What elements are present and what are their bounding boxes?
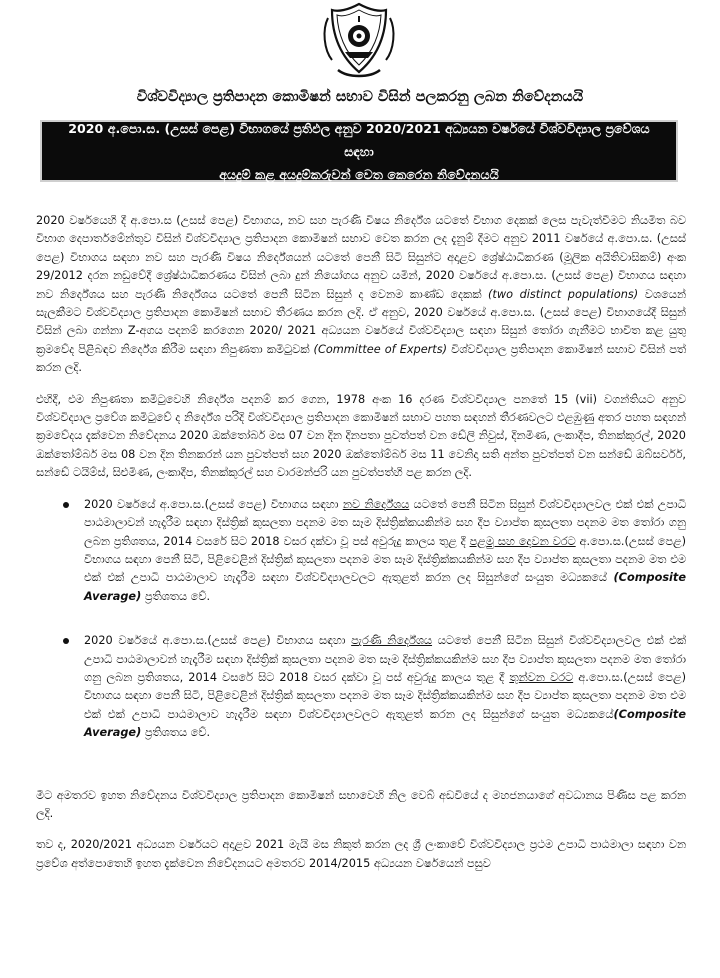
english-term-populations: (two distinct populations) xyxy=(488,287,639,301)
university-crest-logo xyxy=(318,0,400,80)
list-item xyxy=(36,632,686,742)
spacer xyxy=(36,769,686,787)
bullet-2-text-b: යටතේ පෙනී සිටින සිසුන් විශ්වවිද්‍යාලවල එක් එක් උපාධි පාඨමාලාවන් හැදෑරීම සඳහා දිස්ත්‍රික් කුසලතා පදනම මත සෑම දිස්ත්‍රික්කයකින්ම සහ දීප ව්‍යාප්ත කුසලතා පදනම මත තෝරා ගනු ලබන ප්‍රතිශතය, 2014 වසරේ සිට 2018 වසර දක්වා වූ පස් අවුරුදු කාලය තුළ දී xyxy=(84,634,686,684)
bullet-1-text-d: ප්‍රතිශතය වේ. xyxy=(141,589,211,603)
bullet-2-text-a: 2020 වර්ෂයේ අ.පො.ස.(උසස් පෙළ) විභාගය සඳහා xyxy=(84,634,352,648)
bullet-1-text-b: යටතේ පෙනී සිටින සිසුන් විශ්වවිද්‍යාලවල එක් එක් උපාධි පාඨමාලාවන් හැදෑරීම සඳහා දිස්ත්‍රික් කුසලතා පදනම මත සෑම දිස්ත්‍රික්කයකින්ම සහ දීප ව්‍යාප්ත කුසලතා පදනම මත තෝරා ගනු ලබන ප්‍රතිශතය, 2014 වසරේ සිට 2018 වසර දක්වා වූ පස් අවුරුදු කාලය තුළ දී xyxy=(84,497,687,548)
bullet-2-english-term: (Composite Average) xyxy=(84,707,686,740)
list-item xyxy=(36,496,686,606)
bullet-2-text-c: අ.පො.ස.(උසස් පෙළ) විභාගය සඳහා පෙනී සිටි, පිළිවෙළින් දිස්ත්‍රික් කුසලතා පදනම මත සෑම දිස්ත්‍රික්කයකින්ම සහ දීප ව්‍යාප්ත කුසලතා පදනම මත එම එක් එක් උපාධි පාඨමාලාව හැදෑරීම සඳහා විශ්වවිද්‍යාලවලට ඇතුළත් කරන ලද සිසුන්ගේ සංයුත මධ්‍යකයේ xyxy=(84,670,686,721)
banner-line-2: අයදුම් කළ අයදුම්කරුවන් වෙත කෙරෙන නිවේදනයයි xyxy=(219,166,499,182)
bullet-1-text-c: අ.පො.ස.(උසස් පෙළ) විභාගය සඳහා පෙනී සිටි, පිළිවෙළින් දිස්ත්‍රික් කුසලතා පදනම මත සෑම දිස්ත්‍රික්කයකින්ම සහ දීප ව්‍යාප්ත කුසලතා පදනම මත එම එක් එක් උපාධි පාඨමාලාව හැදෑරීම සඳහා විශ්වවිද්‍යාලවලට ඇතුළත් කරන ලද සිසුන්ගේ සංයුත මධ්‍යකයේ xyxy=(84,534,686,585)
page-title: විශ්වවිද්‍යාල ප්‍රතිපාදන කොමිෂන් සභාව විසින් පලකරනු ලබන නිවේදනයයි xyxy=(136,89,584,105)
bullet-icon xyxy=(63,502,69,508)
notice-banner xyxy=(40,120,678,182)
bullet-1-underlined-new-syllabus: නව නිර්දේශය xyxy=(342,497,410,511)
bullet-2-underlined-old-syllabus: පැරණි නිර්දේශය xyxy=(351,634,433,648)
paragraph-2: එහිදී, එම නිපුණතා කමිටුවෙහි නිර්දේශ පදනම් කර ගෙන, 1978 අංක 16 දරණ විශ්වවිද්‍යාල පනතේ 15 (vii) වගන්තියට අනුව විශ්වවිද්‍යාල ප්‍රවේශ කමිටුවේ ද නිර්දේශ පරිදි විශ්වවිද්‍යාල ප්‍රතිපාදන කොමිෂන් සභාව පහත සඳහන් තීරණවලට එළඹුණු අතර පහත සඳහන් ක්‍රමවේදය දැක්වෙන නිවේදනය 2020 ඔක්තෝබර් මස 07 වන දින දිනපතා පුවත්පත් වන ඩේලි නිවුස්, දිනමිණ, ලංකාදීප, තිනක්කුරල්, 2020 ඔක්තෝම්බර් මස 08 වන දින තිනකරන් යන පුවත්පත් සහ 2020 ඔක්තෝම්බර් මස 11 වෙනිදා සති අන්ත පුවත්පත් වන සන්ඩේ ඔබ්සර්වර්, සන්ඩේ ටයිම්ස්, සිළුමිණ, ලංකාදීප, තිනක්කුරල් සහ වාරමන්ජරි යන පුවත්පත්හි පළ කරන ලදි. xyxy=(36,392,686,480)
paragraph-3: මීට අමතරව ඉහත නිවේදනය විශ්වවිද්‍යාල ප්‍රතිපාදන කොමිෂන් සභාවෙහි නිල වෙබ් අඩවියේ ද මහජනයාගේ අවධානය පිණිස පළ කරන ලදි. xyxy=(36,788,686,820)
bullet-1-underlined-attempts: පළමු සහ දෙවන වරට xyxy=(469,534,576,548)
bullet-2-underlined-attempt: තුන්වන වරට xyxy=(509,670,574,684)
notice-body xyxy=(36,212,686,886)
criteria-list xyxy=(36,496,686,743)
banner-line-1: 2020 අ.පො.ස. (උසස් පෙළ) විභාගයේ ප්‍රතිඵල අනුව 2020/2021 අධ්‍යයන වර්ෂයේ විශ්වවිද්‍යාල ප්‍රවේශය සඳහා xyxy=(68,120,650,159)
paragraph-1-text-a: 2020 වර්ෂයෙහි දී අ.පො.ස (උසස් පෙළ) විභාගය, නව සහ පැරණි විෂය නිර්දේශ යටතේ විභාග දෙකක් ලෙස පැවැත්වීමට නියමිත බව විභාග දෙපාර්තමේන්තුව විසින් විශ්වවිද්‍යාල ප්‍රතිපාදන කොමිෂන් සභාව වෙත කරන ලද දැනුම් දීමට අනුව 2011 වර්ෂයේ අ.පො.ස. (උසස් පෙළ) විභාගය සඳහා නව සහ පැරණි විෂය නිර්දේශයන් යටතේ පෙනී සිටි සිසුන්ට අදාළව ශ්‍රේෂ්ඨාධිකරණ (මූලික අයිතිවාසිකම්) අංක 29/2012 දරන නඩුවේදී ශ්‍රේෂ්ඨාධිකරණය විසින් ලබා දුන් නියෝගය අනුව යමින්, 2020 වර්ෂයේ අ.පො.ස. (උසස් පෙළ) විභාගය සඳහා නව නිර්දේශය සහ පැරණි නිර්දේශය යටතේ පෙනී සිටින සිසුන් ද වෙනම කාණ්ඩ දෙකක් xyxy=(36,214,686,301)
paragraph-1-text-b: වශයෙන් සැලකීමට විශ්වවිද්‍යාල ප්‍රතිපාදන කොමිෂන් සභාව තීරණය කරන ලදි. ඒ අනුව, 2020 වර්ෂයේ අ.පො.ස. (උසස් පෙළ) විභාගයේදී සිසුන් විසින් ලබා ගන්නා Z-අගය පදනම් කරගෙන 2020/ 2021 අධ්‍යයන වර්ෂයේ විශ්වවිද්‍යාල සඳහා සිසුන් තෝරා ගැනීමට භාවිත කළ යුතු ක්‍රමවේද පිළිබඳව නිර්දේශ කිරීම සඳහා නිපුණතා කමිටුවක් xyxy=(36,287,686,356)
bullet-1-text-a: 2020 වර්ෂයේ අ.පො.ස.(උසස් පෙළ) විභාගය සඳහා xyxy=(84,497,343,511)
bullet-1-english-term: (Composite Average) xyxy=(84,571,686,603)
bullet-2-text-d: ප්‍රතිශතය වේ. xyxy=(141,726,211,740)
paragraph-1 xyxy=(36,212,686,378)
paragraph-1-text-c: විශ්වවිද්‍යාල ප්‍රතිපාදන කොමිෂන් සභාව විසින් පත් කරන ලදි. xyxy=(36,342,687,375)
english-term-committee: (Committee of Experts) xyxy=(313,342,448,356)
bullet-icon xyxy=(63,638,69,644)
paragraph-4: තව ද, 2020/2021 අධ්‍යයන වර්ෂයට අදාළව 2021 මැයි මස නිකුත් කරන ලද ශ්‍රී ලංකාවේ විශ්වවිද්‍යාල ප්‍රථම උපාධි පාඨමාලා සඳහා වන ප්‍රවේශ අත්පොතෙහි ඉහත දැක්වෙන නිවේදනයට අමතරව 2014/2015 අධ්‍යයන වර්ෂයෙන් පසුව xyxy=(36,838,686,870)
